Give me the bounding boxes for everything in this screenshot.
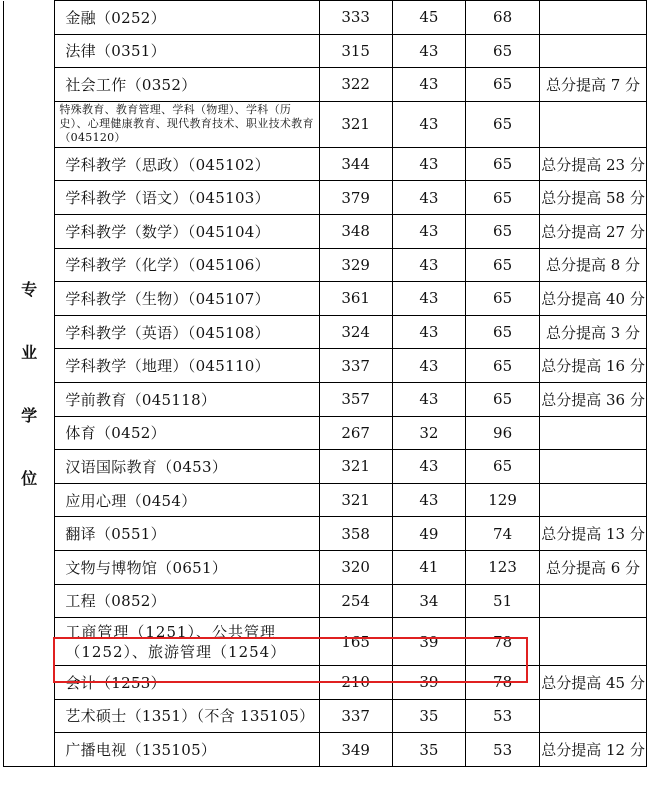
note: 总分提高 40 分 bbox=[540, 282, 647, 316]
table-row bbox=[4, 315, 647, 349]
note: 总分提高 13 分 bbox=[540, 517, 647, 551]
table-row bbox=[4, 416, 647, 450]
subject-score-a: 43 bbox=[392, 315, 465, 349]
note: 总分提高 45 分 bbox=[540, 666, 647, 700]
total-score: 210 bbox=[319, 666, 392, 700]
table-row bbox=[4, 248, 647, 282]
note bbox=[540, 450, 647, 484]
subject-score-a: 49 bbox=[392, 517, 465, 551]
major-name: 特殊教育、教育管理、学科（物理）、学科（历史）、心理健康教育、现代教育技术、职业技术教育（045120） bbox=[55, 101, 319, 147]
subject-score-b: 96 bbox=[466, 416, 540, 450]
table-row bbox=[4, 282, 647, 316]
major-name: 学科教学（地理）（045110） bbox=[55, 349, 319, 383]
subject-score-b: 65 bbox=[466, 349, 540, 383]
major-name: 汉语国际教育（0453） bbox=[55, 450, 319, 484]
subject-score-b: 78 bbox=[466, 666, 540, 700]
subject-score-a: 43 bbox=[392, 248, 465, 282]
subject-score-b: 65 bbox=[466, 248, 540, 282]
total-score: 320 bbox=[319, 550, 392, 584]
note bbox=[540, 483, 647, 517]
category-char: 学 bbox=[21, 406, 38, 426]
subject-score-b: 65 bbox=[466, 68, 540, 102]
total-score: 321 bbox=[319, 101, 392, 147]
major-name: 工商管理（1251）、公共管理（1252）、旅游管理（1254） bbox=[55, 618, 319, 666]
major-name: 翻译（0551） bbox=[55, 517, 319, 551]
note: 总分提高 36 分 bbox=[540, 382, 647, 416]
subject-score-a: 34 bbox=[392, 584, 465, 618]
major-name: 艺术硕士（1351）（不含 135105） bbox=[55, 699, 319, 733]
total-score: 337 bbox=[319, 349, 392, 383]
note bbox=[540, 34, 647, 68]
note: 总分提高 23 分 bbox=[540, 147, 647, 181]
subject-score-a: 39 bbox=[392, 618, 465, 666]
subject-score-a: 43 bbox=[392, 181, 465, 215]
category-char: 位 bbox=[21, 469, 38, 489]
total-score: 321 bbox=[319, 483, 392, 517]
subject-score-b: 65 bbox=[466, 214, 540, 248]
subject-score-a: 43 bbox=[392, 282, 465, 316]
total-score: 254 bbox=[319, 584, 392, 618]
subject-score-a: 41 bbox=[392, 550, 465, 584]
subject-score-b: 53 bbox=[466, 699, 540, 733]
total-score: 349 bbox=[319, 733, 392, 767]
subject-score-b: 129 bbox=[466, 483, 540, 517]
table-row bbox=[4, 517, 647, 551]
major-name: 学科教学（化学）（045106） bbox=[55, 248, 319, 282]
subject-score-b: 53 bbox=[466, 733, 540, 767]
subject-score-b: 65 bbox=[466, 147, 540, 181]
subject-score-a: 43 bbox=[392, 101, 465, 147]
major-name: 广播电视（135105） bbox=[55, 733, 319, 767]
category-char: 业 bbox=[21, 343, 38, 363]
subject-score-a: 43 bbox=[392, 483, 465, 517]
subject-score-b: 65 bbox=[466, 315, 540, 349]
major-name: 应用心理（0454） bbox=[55, 483, 319, 517]
subject-score-b: 123 bbox=[466, 550, 540, 584]
table-row bbox=[4, 101, 647, 147]
table-row bbox=[4, 483, 647, 517]
note bbox=[540, 1, 647, 35]
subject-score-a: 43 bbox=[392, 68, 465, 102]
major-name: 金融（0252） bbox=[55, 1, 319, 35]
note: 总分提高 16 分 bbox=[540, 349, 647, 383]
subject-score-b: 68 bbox=[466, 1, 540, 35]
total-score: 337 bbox=[319, 699, 392, 733]
major-name: 文物与博物馆（0651） bbox=[55, 550, 319, 584]
total-score: 358 bbox=[319, 517, 392, 551]
subject-score-b: 74 bbox=[466, 517, 540, 551]
major-name: 学科教学（数学）（045104） bbox=[55, 214, 319, 248]
total-score: 348 bbox=[319, 214, 392, 248]
total-score: 379 bbox=[319, 181, 392, 215]
total-score: 267 bbox=[319, 416, 392, 450]
score-table bbox=[3, 0, 647, 767]
subject-score-b: 65 bbox=[466, 450, 540, 484]
note: 总分提高 27 分 bbox=[540, 214, 647, 248]
subject-score-a: 43 bbox=[392, 382, 465, 416]
table-row bbox=[4, 550, 647, 584]
major-name: 学科教学（语文）（045103） bbox=[55, 181, 319, 215]
table-row bbox=[4, 699, 647, 733]
total-score: 321 bbox=[319, 450, 392, 484]
major-name: 学科教学（生物）（045107） bbox=[55, 282, 319, 316]
subject-score-b: 65 bbox=[466, 34, 540, 68]
subject-score-b: 65 bbox=[466, 181, 540, 215]
subject-score-a: 43 bbox=[392, 34, 465, 68]
note bbox=[540, 699, 647, 733]
subject-score-a: 43 bbox=[392, 349, 465, 383]
total-score: 322 bbox=[319, 68, 392, 102]
total-score: 333 bbox=[319, 1, 392, 35]
table-row bbox=[4, 1, 647, 35]
table-row bbox=[4, 584, 647, 618]
note: 总分提高 3 分 bbox=[540, 315, 647, 349]
total-score: 165 bbox=[319, 618, 392, 666]
subject-score-a: 32 bbox=[392, 416, 465, 450]
subject-score-b: 65 bbox=[466, 282, 540, 316]
subject-score-a: 45 bbox=[392, 1, 465, 35]
note bbox=[540, 618, 647, 666]
subject-score-a: 43 bbox=[392, 450, 465, 484]
subject-score-b: 78 bbox=[466, 618, 540, 666]
total-score: 329 bbox=[319, 248, 392, 282]
total-score: 357 bbox=[319, 382, 392, 416]
total-score: 315 bbox=[319, 34, 392, 68]
table-row bbox=[4, 382, 647, 416]
table-row bbox=[4, 666, 647, 700]
subject-score-a: 35 bbox=[392, 733, 465, 767]
subject-score-a: 43 bbox=[392, 147, 465, 181]
total-score: 324 bbox=[319, 315, 392, 349]
subject-score-b: 65 bbox=[466, 101, 540, 147]
table-row bbox=[4, 68, 647, 102]
major-name: 体育（0452） bbox=[55, 416, 319, 450]
subject-score-b: 65 bbox=[466, 382, 540, 416]
category-cell bbox=[4, 1, 55, 767]
major-name: 会计（1253） bbox=[55, 666, 319, 700]
table-row bbox=[4, 147, 647, 181]
note: 总分提高 58 分 bbox=[540, 181, 647, 215]
major-name: 法律（0351） bbox=[55, 34, 319, 68]
note bbox=[540, 416, 647, 450]
note bbox=[540, 584, 647, 618]
major-name: 社会工作（0352） bbox=[55, 68, 319, 102]
note: 总分提高 8 分 bbox=[540, 248, 647, 282]
table-row bbox=[4, 181, 647, 215]
total-score: 361 bbox=[319, 282, 392, 316]
major-name: 学前教育（045118） bbox=[55, 382, 319, 416]
table-row bbox=[4, 450, 647, 484]
note: 总分提高 12 分 bbox=[540, 733, 647, 767]
table-row bbox=[4, 349, 647, 383]
note: 总分提高 6 分 bbox=[540, 550, 647, 584]
note bbox=[540, 101, 647, 147]
table-row bbox=[4, 733, 647, 767]
subject-score-b: 51 bbox=[466, 584, 540, 618]
table-row bbox=[4, 34, 647, 68]
major-name: 工程（0852） bbox=[55, 584, 319, 618]
major-name: 学科教学（英语）（045108） bbox=[55, 315, 319, 349]
subject-score-a: 35 bbox=[392, 699, 465, 733]
category-char: 专 bbox=[21, 280, 38, 300]
subject-score-a: 39 bbox=[392, 666, 465, 700]
note: 总分提高 7 分 bbox=[540, 68, 647, 102]
table-row bbox=[4, 214, 647, 248]
subject-score-a: 43 bbox=[392, 214, 465, 248]
major-name: 学科教学（思政）（045102） bbox=[55, 147, 319, 181]
table-row-highlighted bbox=[4, 618, 647, 666]
total-score: 344 bbox=[319, 147, 392, 181]
